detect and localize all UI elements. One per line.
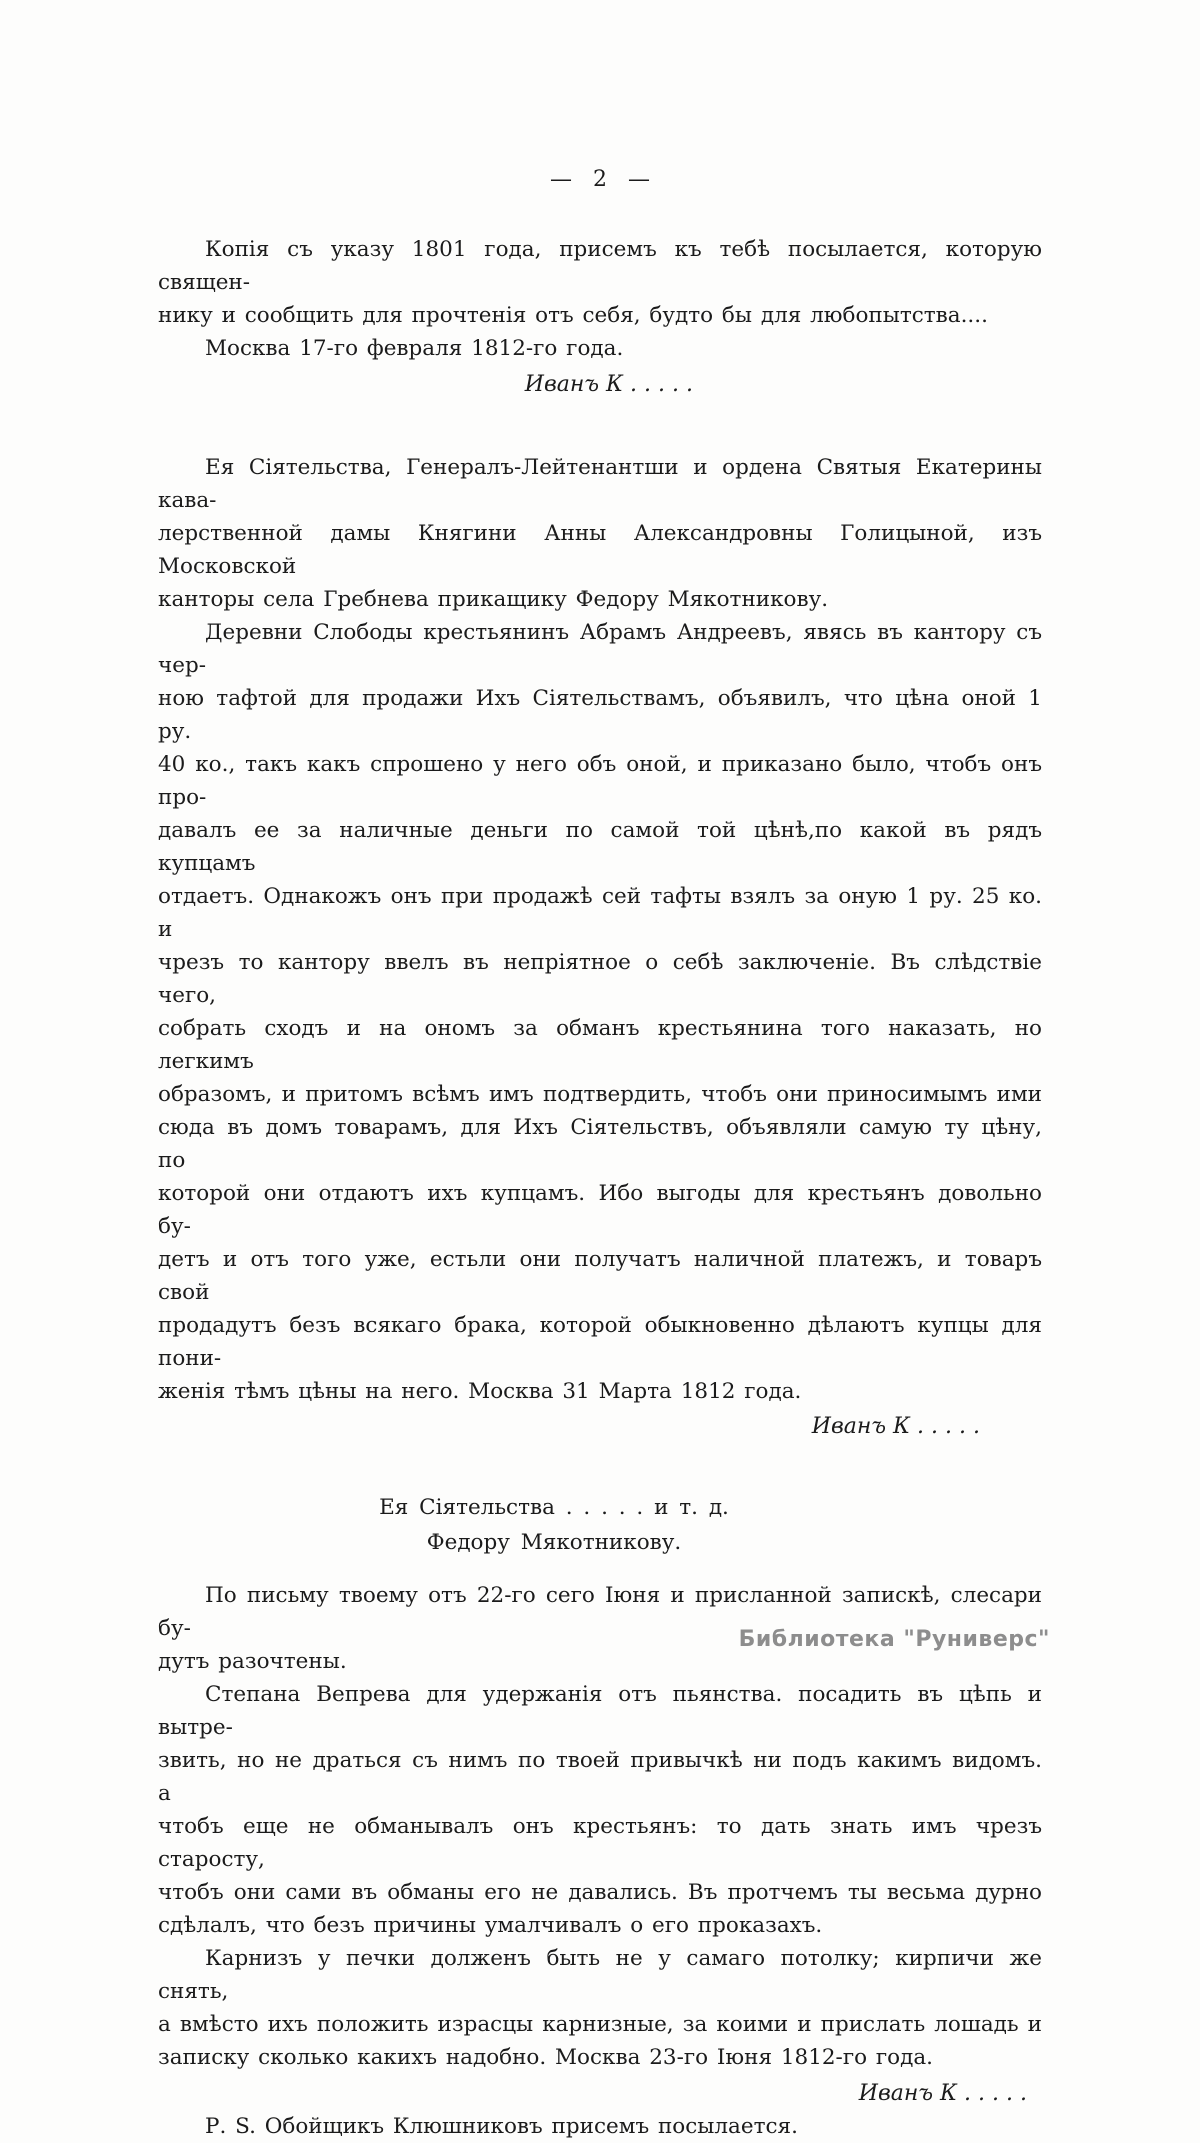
letter-address-line: Федору Мякотникову. xyxy=(426,1530,682,1555)
letter xyxy=(158,233,1042,401)
paragraph xyxy=(158,451,1042,616)
text-line: сюда въ домъ товарамъ, для Ихъ Сіятельствъ, объявляли самую ту цѣну, по xyxy=(158,1115,1042,1173)
text-line: сдѣлалъ, что безъ причины умалчивалъ о его проказахъ. xyxy=(158,1913,823,1938)
text-line: отдаетъ. Однакожъ онъ при продажѣ сей тафты взялъ за оную 1 ру. 25 ко. и xyxy=(158,884,1042,942)
letter-address xyxy=(158,1490,1042,1560)
paragraph xyxy=(158,1942,1042,2074)
signature: Иванъ К . . . . . xyxy=(811,1414,980,1439)
paragraph xyxy=(158,332,1042,365)
text-line: образомъ, и притомъ всѣмъ имъ подтвердить, чтобъ они приносимымъ ими xyxy=(158,1082,1042,1107)
postscript xyxy=(158,2110,1042,2143)
paragraph xyxy=(158,233,1042,332)
text-line: а вмѣсто ихъ положить израсцы карнизные, за коими и прислать лошадь и xyxy=(158,2012,1042,2037)
text-line: Москва 17-го февраля 1812-го года. xyxy=(205,336,624,361)
text-block xyxy=(158,163,1042,2143)
text-line: чтобъ еще не обманывалъ онъ крестьянъ: то дать знать имъ чрезъ старосту, xyxy=(158,1814,1042,1872)
signature: Иванъ К . . . . . xyxy=(858,2081,1027,2106)
paragraph xyxy=(158,1678,1042,1942)
text-line: нику и сообщить для прочтенія отъ себя, будто бы для любопытства.... xyxy=(158,303,988,328)
text-line: чрезъ то кантору ввелъ въ непріятное о себѣ заключеніе. Въ слѣдствіе чего, xyxy=(158,950,1042,1008)
text-line: собрать сходъ и на ономъ за обманъ крестьянина того наказать, но легкимъ xyxy=(158,1016,1042,1074)
text-line: Карнизъ у печки долженъ быть не у самаго потолку; кирпичи же снять, xyxy=(158,1946,1042,2004)
letter-address-line: Ея Сіятельства . . . . . и т. д. xyxy=(379,1495,729,1520)
letter xyxy=(158,1490,1042,2143)
text-line: записку сколько какихъ надобно. Москва 23-го Іюня 1812-го года. xyxy=(158,2045,933,2070)
text-line: звить, но не драться съ нимъ по твоей привычкѣ ни подъ какимъ видомъ. а xyxy=(158,1748,1042,1806)
text-line: Р. S. Обойщикъ Клюшниковъ присемъ посылается. xyxy=(205,2114,798,2139)
text-line: давалъ ее за наличные деньги по самой той цѣнѣ,по какой въ рядъ купцамъ xyxy=(158,818,1042,876)
text-line: продадутъ безъ всякаго брака, которой обыкновенно дѣлаютъ купцы для пони- xyxy=(158,1313,1042,1371)
text-line: Ея Сіятельства, Генералъ-Лейтенантши и ордена Святыя Екатерины кава- xyxy=(158,455,1042,513)
text-line: дутъ разочтены. xyxy=(158,1649,347,1674)
text-line: лерственной дамы Княгини Анны Александровны Голицыной, изъ Московской xyxy=(158,521,1042,579)
text-line: чтобъ они сами въ обманы его не давались. Въ протчемъ ты весьма дурно xyxy=(158,1880,1042,1905)
text-line: женія тѣмъ цѣны на него. Москва 31 Марта 1812 года. xyxy=(158,1379,802,1404)
text-line: Копія съ указу 1801 года, присемъ къ тебѣ посылается, которую священ- xyxy=(158,237,1042,295)
text-line: канторы села Гребнева прикащику Федору Мякотникову. xyxy=(158,587,829,612)
text-line: По письму твоему отъ 22-го сего Іюня и присланной запискѣ, слесари бу- xyxy=(158,1583,1042,1641)
signature: Иванъ К . . . . . xyxy=(524,372,693,397)
text-line: 40 ко., такъ какъ спрошено у него объ оной, и приказано было, чтобъ онъ про- xyxy=(158,752,1042,810)
letters xyxy=(158,233,1042,2143)
text-line: детъ и отъ того уже, естьли они получатъ наличной платежъ, и товаръ свой xyxy=(158,1247,1042,1305)
text-line: которой они отдаютъ ихъ купцамъ. Ибо выгоды для крестьянъ довольно бу- xyxy=(158,1181,1042,1239)
letter xyxy=(158,451,1042,1443)
paragraph xyxy=(158,616,1042,1408)
library-watermark: Библиотека "Руниверс" xyxy=(738,1627,1050,1652)
text-line: Деревни Слободы крестьянинъ Абрамъ Андреевъ, явясь въ кантору съ чер- xyxy=(158,620,1042,678)
text-line: ною тафтой для продажи Ихъ Сіятельствамъ, объявилъ, что цѣна оной 1 ру. xyxy=(158,686,1042,744)
page-number: — 2 — xyxy=(550,167,650,192)
text-line: Степана Вепрева для удержанія отъ пьянства. посадить въ цѣпь и вытре- xyxy=(158,1682,1042,1740)
